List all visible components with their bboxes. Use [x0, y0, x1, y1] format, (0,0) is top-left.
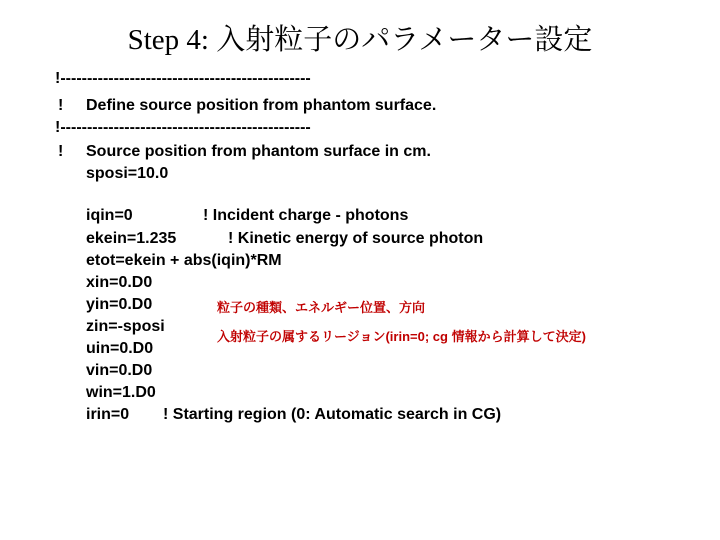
comment-ekein: ! Kinetic energy of source photon [228, 230, 484, 247]
separator-line-1: !----------------------------------------------- [55, 70, 311, 87]
code-irin: irin=0 [86, 406, 130, 423]
comment-irin: ! Starting region (0: Automatic search in CG) [163, 406, 502, 423]
code-vin: vin=0.D0 [86, 362, 153, 379]
comment-source-position: Source position from phantom surface in cm. [86, 143, 431, 160]
slide-title: Step 4: 入射粒子のパラメーター設定 [127, 24, 593, 56]
code-zin: zin=-sposi [86, 318, 165, 335]
code-ekein: ekein=1.235 [86, 230, 177, 247]
code-uin: uin=0.D0 [86, 340, 154, 357]
comment-define-source: Define source position from phantom surface. [86, 97, 437, 114]
comment-marker-1: ! [58, 97, 64, 114]
code-win: win=1.D0 [86, 384, 156, 401]
code-iqin: iqin=0 [86, 207, 133, 224]
comment-marker-2: ! [58, 143, 64, 160]
code-etot: etot=ekein + abs(iqin)*RM [86, 252, 282, 269]
note-region-description: 入射粒子の属するリージョン(irin=0; cg 情報から計算して決定) [217, 329, 586, 344]
code-yin: yin=0.D0 [86, 296, 153, 313]
separator-line-2: !----------------------------------------------- [55, 119, 311, 136]
note-particle-properties: 粒子の種類、エネルギー位置、方向 [217, 300, 426, 315]
comment-iqin: ! Incident charge - photons [203, 207, 409, 224]
code-sposi: sposi=10.0 [86, 165, 169, 182]
code-xin: xin=0.D0 [86, 274, 153, 291]
